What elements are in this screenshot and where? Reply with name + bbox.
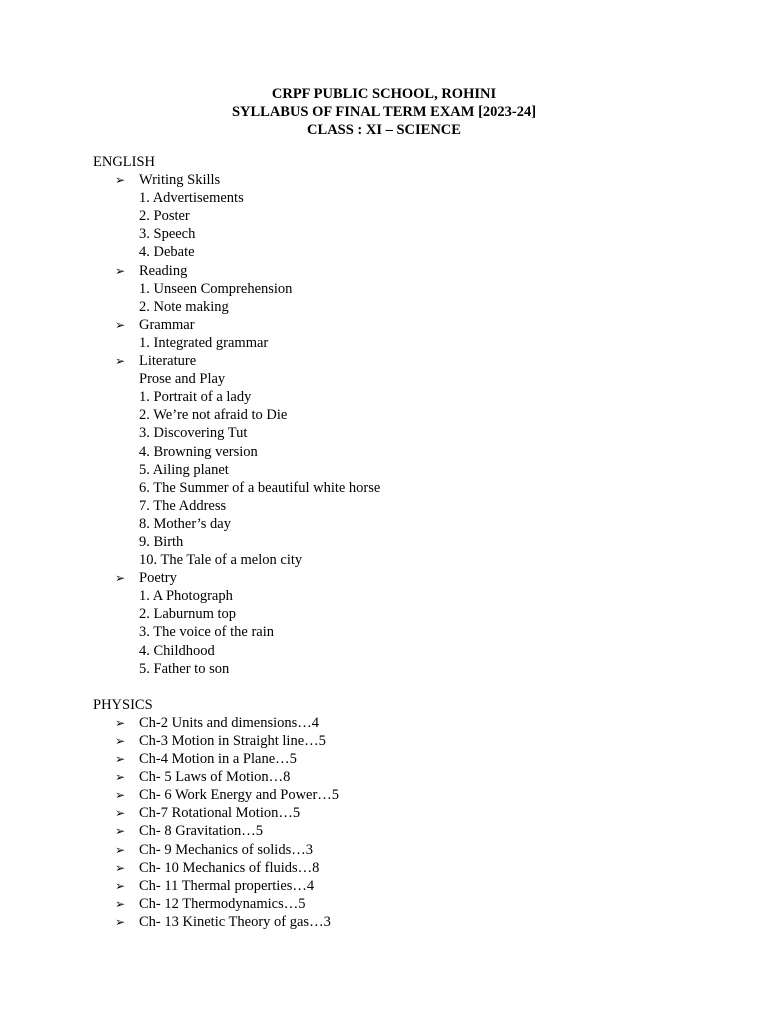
chapter-label: Ch- 12 Thermodynamics…5 [139, 895, 306, 912]
list-item: 4. Childhood [139, 642, 215, 659]
list-item: 7. The Address [139, 497, 227, 514]
chapter-label: Ch-7 Rotational Motion…5 [139, 805, 301, 822]
list-item: 9. Birth [139, 533, 184, 550]
arrow-bullet-icon: ➢ [115, 715, 126, 730]
list-item: 6. The Summer of a beautiful white horse [139, 479, 381, 496]
chapter-item [93, 822, 380, 840]
chapter-label: Ch-2 Units and dimensions…4 [139, 714, 320, 731]
chapter-item [93, 804, 380, 822]
arrow-bullet-icon: ➢ [115, 860, 126, 875]
list-item: 2. Laburnum top [139, 606, 237, 623]
chapter-item [93, 714, 380, 732]
list-item: 5. Father to son [139, 660, 230, 677]
list-item: 4. Debate [139, 244, 195, 261]
arrow-bullet-icon: ➢ [115, 878, 126, 893]
exam-title: SYLLABUS OF FINAL TERM EXAM [2023-24] [231, 104, 537, 120]
physics-section-title: PHYSICS [93, 696, 153, 713]
arrow-bullet-icon: ➢ [115, 571, 126, 586]
literature-heading [93, 352, 380, 370]
chapter-item [93, 895, 380, 913]
chapter-item [93, 877, 380, 895]
list-item: 10. The Tale of a melon city [139, 552, 303, 569]
reading-label: Reading [139, 262, 188, 279]
grammar-label: Grammar [139, 316, 195, 333]
arrow-bullet-icon: ➢ [115, 770, 126, 785]
grammar-heading [93, 316, 380, 334]
writing-skills-list [93, 189, 380, 261]
arrow-bullet-icon: ➢ [115, 914, 126, 929]
reading-list [93, 280, 380, 316]
arrow-bullet-icon: ➢ [115, 824, 126, 839]
grammar-list [93, 334, 380, 352]
list-item: 3. Speech [139, 226, 196, 243]
arrow-bullet-icon: ➢ [115, 317, 126, 332]
chapter-label: Ch- 5 Laws of Motion…8 [139, 769, 291, 786]
chapter-item [93, 732, 380, 750]
arrow-bullet-icon: ➢ [115, 896, 126, 911]
class-title: CLASS : XI – SCIENCE [307, 122, 461, 138]
chapter-label: Ch- 6 Work Energy and Power…5 [139, 787, 340, 804]
list-item: 1. Integrated grammar [139, 334, 269, 351]
arrow-bullet-icon: ➢ [115, 354, 126, 369]
chapter-item [93, 786, 380, 804]
arrow-bullet-icon: ➢ [115, 842, 126, 857]
writing-skills-heading [93, 171, 380, 189]
list-item: 1. A Photograph [139, 588, 233, 605]
list-item: 2. We’re not afraid to Die [139, 407, 288, 424]
list-item: Prose and Play [139, 371, 226, 388]
list-item: 1. Portrait of a lady [139, 389, 252, 406]
list-item: 1. Unseen Comprehension [139, 280, 293, 297]
literature-label: Literature [139, 353, 197, 370]
poetry-heading [93, 569, 380, 587]
arrow-bullet-icon: ➢ [115, 734, 126, 748]
english-section-title: ENGLISH [93, 154, 156, 170]
chapter-label: Ch- 10 Mechanics of fluids…8 [139, 859, 320, 876]
chapter-item [93, 913, 380, 931]
poetry-label: Poetry [139, 570, 177, 587]
literature-list [93, 370, 380, 569]
list-item: 5. Ailing planet [139, 461, 229, 478]
list-item: 3. The voice of the rain [139, 624, 275, 641]
chapter-label: Ch- 8 Gravitation…5 [139, 823, 264, 840]
physics-chapter-list [93, 714, 380, 931]
document-header [0, 85, 768, 139]
school-name: CRPF PUBLIC SCHOOL, ROHINI [271, 86, 497, 102]
arrow-bullet-icon: ➢ [115, 806, 126, 821]
chapter-item [93, 768, 380, 786]
chapter-item [93, 750, 380, 768]
writing-skills-label: Writing Skills [139, 172, 221, 189]
list-item: 3. Discovering Tut [139, 425, 248, 442]
chapter-item [93, 859, 380, 877]
arrow-bullet-icon: ➢ [115, 263, 126, 278]
section-spacer [93, 678, 380, 696]
chapter-label: Ch-4 Motion in a Plane…5 [139, 751, 297, 768]
list-item: 1. Advertisements [139, 190, 244, 207]
list-item: 8. Mother’s day [139, 515, 231, 532]
chapter-label: Ch- 9 Mechanics of solids…3 [139, 841, 313, 858]
chapter-label: Ch-3 Motion in Straight line…5 [139, 733, 326, 749]
arrow-bullet-icon: ➢ [115, 173, 126, 188]
list-item: 2. Note making [139, 298, 229, 315]
arrow-bullet-icon: ➢ [115, 752, 126, 767]
reading-heading [93, 262, 380, 280]
list-item: 4. Browning version [139, 443, 258, 460]
chapter-label: Ch- 13 Kinetic Theory of gas…3 [139, 913, 331, 930]
syllabus-content [93, 153, 380, 931]
list-item: 2. Poster [139, 208, 190, 225]
chapter-label: Ch- 11 Thermal properties…4 [139, 877, 315, 894]
poetry-list [93, 587, 380, 677]
chapter-item [93, 841, 380, 859]
arrow-bullet-icon: ➢ [115, 788, 126, 803]
